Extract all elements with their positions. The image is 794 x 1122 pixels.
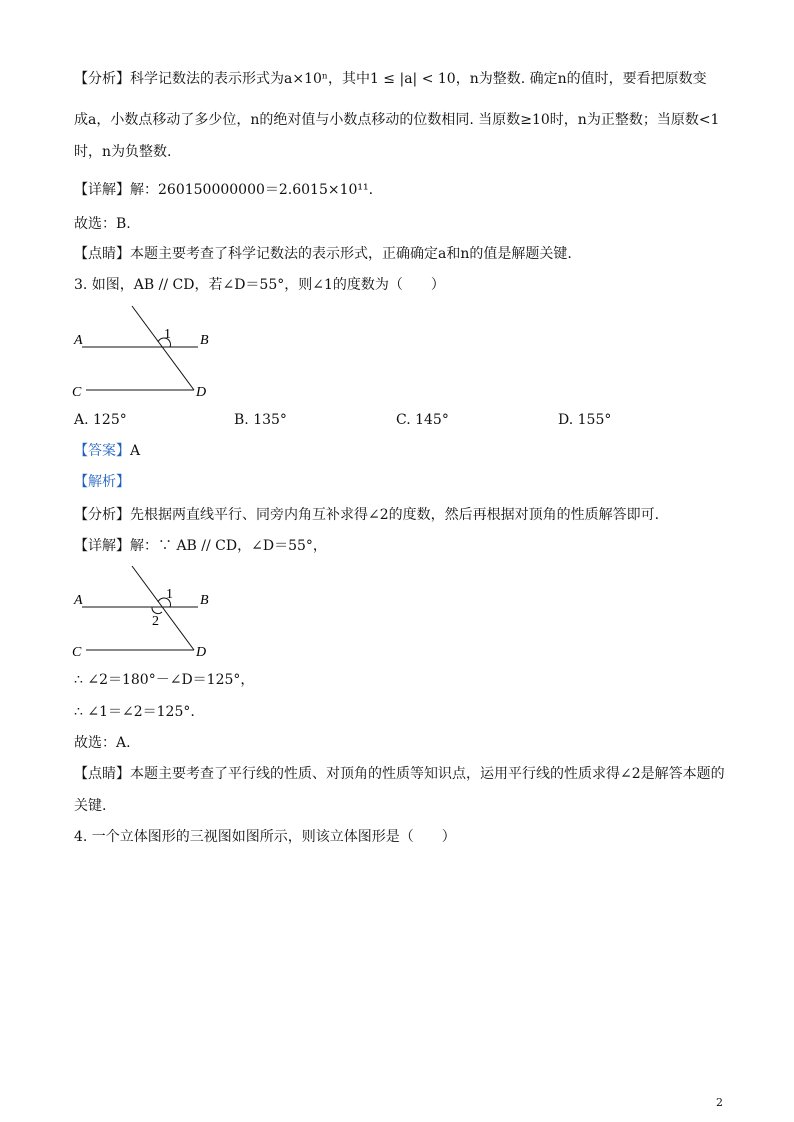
option-b: B. 135° — [234, 412, 287, 428]
label-b: B — [200, 333, 209, 348]
label-a: A — [74, 333, 83, 348]
question-4: 4. 一个立体图形的三视图如图所示，则该立体图形是（ ） — [74, 829, 456, 845]
analysis-line-3: 时，n为负整数. — [74, 144, 172, 160]
step-2: ∴ ∠1＝∠2＝125°. — [74, 704, 195, 720]
option-c: C. 145° — [396, 412, 449, 428]
transversal — [132, 566, 194, 650]
label-d: D — [196, 645, 207, 660]
analysis-line-2: 成a，小数点移动了多少位，n的绝对值与小数点移动的位数相同. 当原数≥10时，n为正整数；当原数<1 — [74, 112, 720, 128]
label-angle-1: 1 — [166, 587, 173, 602]
jiexi-tag: 【解析】 — [74, 474, 130, 490]
step-1: ∴ ∠2＝180°－∠D＝125°， — [74, 672, 255, 688]
option-d: D. 155° — [558, 412, 612, 428]
angle-2-arc — [152, 607, 162, 614]
question-3: 3. 如图，AB // CD，若∠D＝55°，则∠1的度数为（ ） — [74, 277, 445, 293]
comment-q3-line-2: 关键. — [74, 798, 107, 814]
figure-1 — [70, 302, 230, 402]
label-c: C — [72, 645, 82, 660]
comment-q3-line-1: 【点睛】本题主要考查了平行线的性质、对顶角的性质等知识点，运用平行线的性质求得∠2是解答本题的 — [74, 766, 725, 782]
label-angle-1: 1 — [164, 327, 171, 342]
label-d: D — [196, 385, 207, 400]
comment-line: 【点睛】本题主要考查了科学记数法的表示形式，正确确定a和n的值是解题关键. — [74, 246, 572, 262]
label-b: B — [200, 593, 209, 608]
detail-line: 【详解】解：260150000000＝2.6015×10¹¹. — [74, 182, 374, 198]
answer-value: A — [130, 443, 141, 459]
label-c: C — [72, 385, 82, 400]
answer-line — [74, 441, 734, 461]
page-number: 2 — [716, 1096, 723, 1109]
label-angle-2: 2 — [152, 614, 159, 629]
transversal — [132, 306, 194, 390]
choice-q3: 故选：A. — [74, 735, 131, 751]
analysis-line-1: 【分析】科学记数法的表示形式为a×10ⁿ，其中1 ≤ |a| < 10，n为整数. 确定n的值时，要看把原数变 — [74, 71, 707, 87]
detail-q3: 【详解】解：∵ AB // CD，∠D＝55°， — [74, 538, 327, 554]
option-a: A. 125° — [74, 412, 127, 428]
answer-tag: 【答案】 — [74, 443, 130, 459]
choice-line: 故选：B. — [74, 216, 131, 232]
label-a: A — [74, 593, 83, 608]
analysis-q3: 【分析】先根据两直线平行、同旁内角互补求得∠2的度数，然后再根据对顶角的性质解答即可. — [74, 507, 660, 523]
figure-2 — [70, 562, 230, 666]
